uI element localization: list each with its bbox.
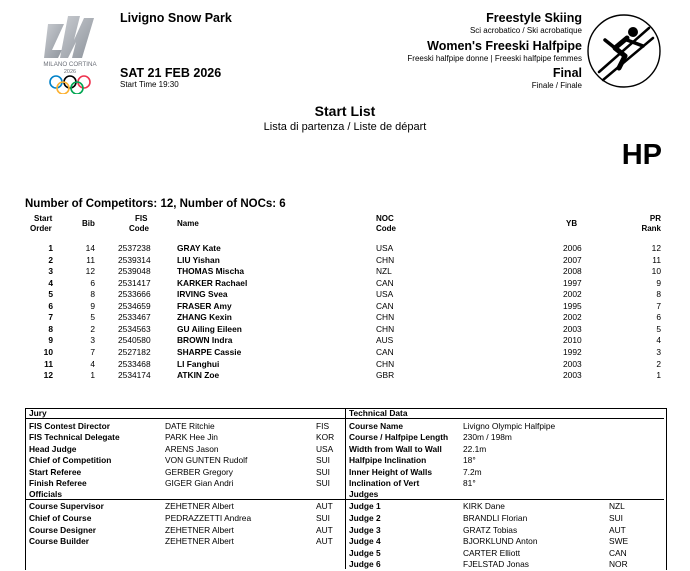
bib: 14 — [85, 243, 95, 253]
year-of-birth: 2003 — [563, 323, 582, 334]
technical-label: Course Name — [349, 420, 403, 431]
official-noc: SUI — [316, 512, 330, 523]
start-order: 10 — [43, 346, 53, 357]
athlete-name: KARKER Rachael — [177, 277, 248, 288]
fis-code: 2533468 — [118, 358, 151, 369]
olympic-rings-icon — [50, 76, 90, 94]
judge-name: BRANDLI Florian — [463, 512, 528, 523]
fis-code: 2531417 — [118, 277, 151, 288]
officials-row — [26, 501, 344, 513]
pr-rank: 9 — [656, 277, 661, 288]
table-row — [25, 255, 665, 267]
athlete-name: BROWN Indra — [177, 335, 233, 346]
col-yb: YB — [566, 219, 578, 228]
start-order: 5 — [48, 289, 53, 300]
event-date: SAT 21 FEB 2026 — [120, 66, 222, 80]
official-noc: FIS — [316, 420, 330, 431]
official-name: ZEHETNER Albert — [165, 524, 234, 535]
table-row — [25, 324, 665, 336]
judge-name: CARTER Elliott — [463, 547, 521, 558]
pr-rank: 12 — [651, 243, 661, 253]
noc-code: CHN — [376, 254, 395, 265]
official-noc: AUT — [316, 501, 333, 512]
year-of-birth: 2002 — [563, 312, 582, 323]
year-of-birth: 2010 — [563, 335, 582, 346]
bib: 5 — [90, 312, 95, 323]
fis-code: 2539048 — [118, 266, 151, 277]
noc-code: CAN — [376, 300, 394, 311]
col-order-1: Start — [34, 214, 53, 223]
technical-row — [346, 444, 664, 456]
event-subtitle: Freeski halfpipe donne | Freeski halfpipe femmes — [407, 54, 582, 63]
competitors-summary: Number of Competitors: 12, Number of NOCs: 6 — [25, 198, 286, 210]
official-role: Head Judge — [29, 443, 77, 454]
official-role: Chief of Course — [29, 512, 92, 523]
technical-label: Course / Halfpipe Length — [349, 432, 449, 443]
judge-noc: NZL — [609, 501, 625, 512]
pr-rank: 5 — [656, 323, 661, 334]
fis-code: 2534659 — [118, 300, 151, 311]
technical-label: Inner Height of Walls — [349, 466, 432, 477]
document-title: Start List — [314, 103, 376, 119]
col-order-2: Order — [30, 224, 52, 233]
official-name: PEDRAZZETTI Andrea — [165, 512, 252, 523]
technical-row — [346, 467, 664, 479]
athlete-name: FRASER Amy — [177, 300, 232, 311]
official-role: Start Referee — [29, 466, 82, 477]
judge-noc: SWE — [609, 536, 629, 547]
col-pr-2: Rank — [641, 224, 661, 233]
athlete-name: ATKIN Zoe — [177, 370, 220, 381]
fis-code: 2534174 — [118, 370, 151, 381]
col-bib: Bib — [82, 219, 95, 228]
discipline: Freestyle Skiing — [486, 11, 582, 25]
bib: 3 — [90, 335, 95, 346]
start-order: 8 — [48, 323, 53, 334]
noc-code: CAN — [376, 277, 394, 288]
official-role: Finish Referee — [29, 478, 87, 489]
bib: 7 — [90, 346, 95, 357]
noc-code: USA — [376, 243, 394, 253]
fis-code: 2534563 — [118, 323, 151, 334]
pr-rank: 10 — [651, 266, 661, 277]
judge-role: Judge 4 — [349, 536, 381, 547]
judge-name: GRATZ Tobias — [463, 524, 518, 535]
technical-value: 230m / 198m — [463, 432, 512, 443]
official-role: Course Supervisor — [29, 501, 104, 512]
year-of-birth: 2007 — [563, 254, 582, 265]
judge-role: Judge 5 — [349, 547, 381, 558]
bib: 8 — [90, 289, 95, 300]
start-order: 2 — [48, 254, 53, 265]
col-name: Name — [177, 219, 199, 228]
pr-rank: 3 — [656, 346, 661, 357]
fis-code: 2540580 — [118, 335, 151, 346]
bib: 2 — [90, 323, 95, 334]
judge-role: Judge 1 — [349, 501, 381, 512]
start-list-header — [25, 214, 665, 240]
technical-value: 81° — [463, 478, 476, 489]
year-of-birth: 2002 — [563, 289, 582, 300]
officials-row — [26, 536, 344, 548]
jury-row — [26, 467, 344, 479]
table-row — [25, 335, 665, 347]
technical-value: 18° — [463, 455, 476, 466]
jury-row — [26, 444, 344, 456]
judge-name: BJORKLUND Anton — [463, 536, 538, 547]
start-order: 7 — [48, 312, 53, 323]
official-noc: SUI — [316, 478, 330, 489]
col-noc-1: NOC — [376, 214, 394, 223]
athlete-name: LIU Yishan — [177, 254, 220, 265]
bib: 1 — [90, 370, 95, 381]
noc-code: USA — [376, 289, 394, 300]
document-subtitle: Lista di partenza / Liste de départ — [263, 121, 427, 133]
judges-row — [346, 525, 664, 537]
officials-heading: Officials — [26, 489, 345, 500]
official-name: VON GUNTEN Rudolf — [165, 455, 248, 466]
judges-row — [346, 536, 664, 548]
athlete-name: IRVING Svea — [177, 289, 228, 300]
bib: 12 — [85, 266, 95, 277]
official-role: Course Designer — [29, 524, 97, 535]
pr-rank: 11 — [652, 254, 661, 265]
technical-label: Width from Wall to Wall — [349, 443, 442, 454]
bib: 9 — [90, 300, 95, 311]
judges-row — [346, 501, 664, 513]
bib: 6 — [90, 277, 95, 288]
technical-row — [346, 432, 664, 444]
pr-rank: 4 — [656, 335, 661, 346]
athlete-name: GU Ailing Eileen — [177, 323, 242, 334]
year-of-birth: 2008 — [563, 266, 582, 277]
start-order: 4 — [48, 277, 53, 288]
logo-year: 2026 — [63, 69, 77, 75]
start-order: 3 — [48, 266, 53, 277]
judges-row — [346, 513, 664, 525]
technical-label: Halfpipe Inclination — [349, 455, 427, 466]
technical-value: 22.1m — [463, 443, 487, 454]
event-name: Women's Freeski Halfpipe — [427, 39, 582, 53]
table-row — [25, 359, 665, 371]
jury-row — [26, 455, 344, 467]
noc-code: CHN — [376, 358, 395, 369]
judges-row — [346, 548, 664, 560]
year-of-birth: 1997 — [563, 277, 582, 288]
officials-row — [26, 525, 344, 537]
pr-rank: 8 — [656, 289, 661, 300]
technical-value: 7.2m — [463, 466, 482, 477]
fis-code: 2537238 — [118, 243, 151, 253]
year-of-birth: 2003 — [563, 370, 582, 381]
start-order: 11 — [44, 358, 53, 369]
noc-code: CHN — [376, 323, 395, 334]
technical-row — [346, 421, 664, 433]
year-of-birth: 2003 — [563, 358, 582, 369]
judge-noc: SUI — [609, 512, 623, 523]
start-time: Start Time 19:30 — [120, 80, 179, 89]
noc-code: CAN — [376, 346, 394, 357]
table-row — [25, 370, 665, 382]
pr-rank: 6 — [656, 312, 661, 323]
officials-row — [26, 513, 344, 525]
start-order: 9 — [48, 335, 53, 346]
fis-code: 2539314 — [118, 254, 151, 265]
fis-code: 2533467 — [118, 312, 151, 323]
judges-heading: Judges — [346, 489, 664, 500]
fis-code: 2533666 — [118, 289, 151, 300]
official-noc: AUT — [316, 524, 333, 535]
technical-value: Livigno Olympic Halfpipe — [463, 420, 556, 431]
start-order: 1 — [48, 243, 53, 253]
official-name: ZEHETNER Albert — [165, 501, 234, 512]
official-name: GIGER Gian Andri — [165, 478, 234, 489]
col-fis-2: Code — [129, 224, 149, 233]
logo-text: MILANO CORTINA — [43, 61, 97, 68]
noc-code: AUS — [376, 335, 394, 346]
jury-heading: Jury — [26, 408, 345, 419]
athlete-name: GRAY Kate — [177, 243, 221, 253]
athlete-name: LI Fanghui — [177, 358, 220, 369]
table-row — [25, 301, 665, 313]
venue: Livigno Snow Park — [120, 11, 232, 25]
discipline-subtitle: Sci acrobatico / Ski acrobatique — [469, 26, 582, 35]
official-role: Chief of Competition — [29, 455, 112, 466]
noc-code: NZL — [376, 266, 392, 277]
col-fis-1: FIS — [135, 214, 148, 223]
official-noc: KOR — [316, 432, 335, 443]
pr-rank: 2 — [656, 358, 661, 369]
technical-label: Inclination of Vert — [349, 478, 420, 489]
start-order: 12 — [43, 370, 53, 381]
noc-code: GBR — [376, 370, 395, 381]
official-role: FIS Technical Delegate — [29, 432, 120, 443]
official-name: ARENS Jason — [165, 443, 219, 454]
official-name: DATE Ritchie — [165, 420, 215, 431]
judge-noc: AUT — [609, 524, 626, 535]
year-of-birth: 1992 — [563, 346, 582, 357]
pr-rank: 7 — [656, 300, 661, 311]
official-noc: SUI — [316, 466, 330, 477]
table-row — [25, 278, 665, 290]
table-row — [25, 289, 665, 301]
judge-name: KIRK Dane — [463, 501, 505, 512]
judge-noc: NOR — [609, 559, 628, 570]
official-name: PARK Hee Jin — [165, 432, 218, 443]
athlete-name: THOMAS Mischa — [177, 266, 245, 277]
official-role: FIS Contest Director — [29, 420, 110, 431]
event-code: HP — [621, 139, 662, 171]
bib: 11 — [86, 254, 95, 265]
col-pr-1: PR — [649, 214, 661, 223]
noc-code: CHN — [376, 312, 395, 323]
col-noc-2: Code — [376, 224, 396, 233]
fis-code: 2527182 — [118, 346, 151, 357]
judge-name: FJELSTAD Jonas — [463, 559, 529, 570]
table-row — [25, 347, 665, 359]
official-name: GERBER Gregory — [165, 466, 233, 477]
year-of-birth: 1995 — [563, 300, 582, 311]
athlete-name: SHARPE Cassie — [177, 346, 242, 357]
jury-row — [26, 432, 344, 444]
phase: Final — [552, 66, 582, 80]
phase-subtitle: Finale / Finale — [531, 81, 582, 90]
start-order: 6 — [48, 300, 53, 311]
table-row — [25, 266, 665, 278]
jury-row — [26, 421, 344, 433]
athlete-name: ZHANG Kexin — [177, 312, 232, 323]
milano-cortina-logo — [40, 10, 100, 94]
pr-rank: 1 — [656, 370, 661, 381]
official-noc: AUT — [316, 536, 333, 547]
official-noc: USA — [316, 443, 334, 454]
judge-noc: CAN — [609, 547, 627, 558]
table-row — [25, 243, 665, 255]
technical-heading: Technical Data — [346, 408, 664, 419]
official-role: Course Builder — [29, 536, 90, 547]
official-name: ZEHETNER Albert — [165, 536, 234, 547]
technical-row — [346, 455, 664, 467]
year-of-birth: 2006 — [563, 243, 582, 253]
freestyle-skiing-pictogram-icon — [585, 10, 663, 92]
bib: 4 — [90, 358, 95, 369]
judge-role: Judge 2 — [349, 512, 381, 523]
judge-role: Judge 6 — [349, 559, 381, 570]
official-noc: SUI — [316, 455, 330, 466]
judge-role: Judge 3 — [349, 524, 381, 535]
table-row — [25, 312, 665, 324]
